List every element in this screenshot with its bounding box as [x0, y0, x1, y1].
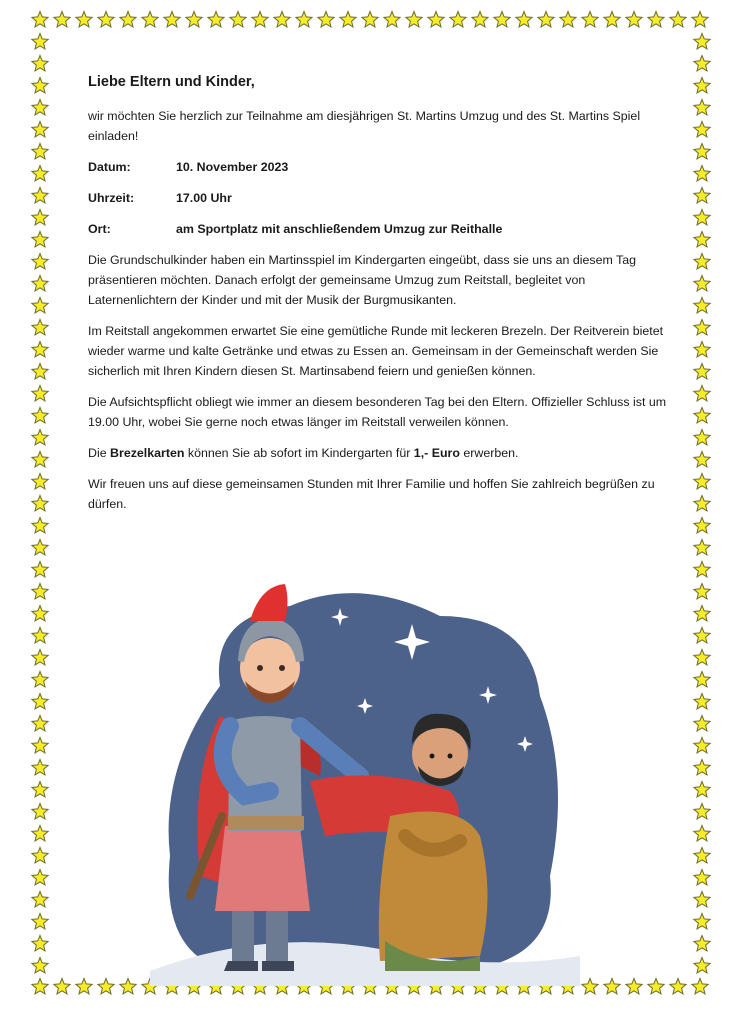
star-icon: [694, 562, 710, 577]
star-icon: [516, 12, 532, 27]
st-martin-illustration: [150, 576, 580, 986]
star-icon: [694, 892, 710, 907]
star-icon: [694, 782, 710, 797]
star-icon: [694, 166, 710, 181]
star-icon: [32, 958, 48, 973]
star-icon: [54, 979, 70, 994]
star-icon: [32, 342, 48, 357]
star-icon: [32, 144, 48, 159]
brezelkarten-bold: Brezelkarten: [110, 446, 185, 460]
star-icon: [76, 979, 92, 994]
star-icon: [32, 628, 48, 643]
star-icon: [560, 12, 576, 27]
star-icon: [252, 12, 268, 27]
paragraph-brezelkarten: [88, 443, 668, 463]
star-icon: [32, 56, 48, 71]
star-icon: [694, 848, 710, 863]
star-icon: [32, 936, 48, 951]
price-bold: 1,- Euro: [413, 446, 460, 460]
star-icon: [32, 166, 48, 181]
star-icon: [32, 870, 48, 885]
star-icon: [32, 210, 48, 225]
star-icon: [694, 386, 710, 401]
star-icon: [694, 804, 710, 819]
star-icon: [694, 100, 710, 115]
star-icon: [32, 562, 48, 577]
star-icon: [98, 979, 114, 994]
star-icon: [694, 254, 710, 269]
star-icon: [54, 12, 70, 27]
detail-value: 10. November 2023: [176, 160, 289, 174]
paragraph-supervision: Die Aufsichtspflicht obliegt wie immer an diesem besonderen Tag bei den Eltern. Offizieller Schluss ist um 19.00 Uhr, wobei Sie gerne noch etwas länger im Reitstall verweilen können.: [88, 395, 667, 429]
star-icon: [694, 56, 710, 71]
star-icon: [604, 979, 620, 994]
star-icon: [32, 892, 48, 907]
star-icon: [472, 12, 488, 27]
star-icon: [32, 672, 48, 687]
star-icon: [32, 320, 48, 335]
star-icon: [32, 716, 48, 731]
detail-location: [88, 219, 668, 239]
star-icon: [626, 12, 642, 27]
star-icon: [32, 540, 48, 555]
star-icon: [694, 430, 710, 445]
star-icon: [694, 34, 710, 49]
star-icon: [32, 760, 48, 775]
star-icon: [694, 738, 710, 753]
star-icon: [694, 408, 710, 423]
paragraph-closing: Wir freuen uns auf diese gemeinsamen Stunden mit Ihrer Familie und hoffen Sie zahlreich begrüßen zu dürfen.: [88, 477, 655, 511]
star-icon: [694, 122, 710, 137]
star-icon: [32, 650, 48, 665]
star-icon: [32, 78, 48, 93]
star-icon: [208, 12, 224, 27]
star-icon: [582, 979, 598, 994]
detail-date: [88, 157, 668, 177]
star-icon: [694, 826, 710, 841]
star-icon: [538, 12, 554, 27]
star-icon: [32, 100, 48, 115]
paragraph-program: Die Grundschulkinder haben ein Martinsspiel im Kindergarten eingeübt, dass sie uns an diesem Tag präsentieren möchten. Danach erfolgt der gemeinsame Umzug zum Reitstall, begleitet von Laternenlichtern der Kinder und mit der Musik der Burgmusikanten.: [88, 253, 637, 307]
star-icon: [670, 12, 686, 27]
star-icon: [694, 914, 710, 929]
star-icon: [98, 12, 114, 27]
star-icon: [32, 188, 48, 203]
star-icon: [32, 606, 48, 621]
star-icon: [32, 474, 48, 489]
star-icon: [32, 518, 48, 533]
star-icon: [694, 232, 710, 247]
star-icon: [32, 232, 48, 247]
star-icon: [120, 12, 136, 27]
star-icon: [694, 936, 710, 951]
star-icon: [186, 12, 202, 27]
star-icon: [450, 12, 466, 27]
star-icon: [694, 606, 710, 621]
brezel-text-pre: Die: [88, 446, 111, 460]
star-icon: [32, 694, 48, 709]
star-icon: [694, 452, 710, 467]
star-icon: [626, 979, 642, 994]
star-icon: [32, 452, 48, 467]
star-icon: [296, 12, 312, 27]
star-icon: [32, 254, 48, 269]
star-icon: [32, 386, 48, 401]
star-icon: [32, 122, 48, 137]
star-icon: [694, 342, 710, 357]
brezel-text-mid: können Sie ab sofort im Kindergarten für: [184, 446, 414, 460]
detail-label: Datum:: [88, 160, 131, 174]
star-icon: [32, 782, 48, 797]
star-icon: [76, 12, 92, 27]
greeting: Liebe Eltern und Kinder,: [88, 74, 255, 90]
star-icon: [32, 408, 48, 423]
star-icon: [340, 12, 356, 27]
star-icon: [694, 78, 710, 93]
star-icon: [32, 738, 48, 753]
star-icon: [32, 298, 48, 313]
star-icon: [694, 298, 710, 313]
star-icon: [694, 496, 710, 511]
star-icon: [670, 979, 686, 994]
star-icon: [120, 979, 136, 994]
star-icon: [604, 12, 620, 27]
star-icon: [694, 760, 710, 775]
detail-time: [88, 188, 668, 208]
detail-label: Uhrzeit:: [88, 191, 135, 205]
star-icon: [32, 826, 48, 841]
star-icon: [406, 12, 422, 27]
paragraph-reitstall: Im Reitstall angekommen erwartet Sie eine gemütliche Runde mit leckeren Brezeln. Der Reitverein bietet wieder warme und kalte Getränke und etwas zu Essen an. Gemeinsam in der Gemeinschaft werden Sie sicherlich mit Ihren Kindern diesen St. Martinsabend feiern und genießen können.: [88, 324, 664, 378]
star-icon: [694, 188, 710, 203]
detail-label: Ort:: [88, 222, 111, 236]
star-icon: [32, 430, 48, 445]
star-icon: [694, 958, 710, 973]
star-icon: [32, 979, 48, 994]
star-icon: [694, 540, 710, 555]
brezel-text-post: erwerben.: [459, 446, 519, 460]
star-icon: [274, 12, 290, 27]
star-icon: [142, 12, 158, 27]
star-icon: [32, 914, 48, 929]
star-icon: [694, 650, 710, 665]
star-icon: [692, 12, 708, 27]
detail-value: am Sportplatz mit anschließendem Umzug zur Reithalle: [176, 222, 503, 236]
star-icon: [694, 628, 710, 643]
star-icon: [32, 804, 48, 819]
star-icon: [362, 12, 378, 27]
star-icon: [694, 672, 710, 687]
star-icon: [318, 12, 334, 27]
detail-value: 17.00 Uhr: [176, 191, 232, 205]
star-icon: [32, 496, 48, 511]
star-icon: [32, 364, 48, 379]
star-icon: [32, 276, 48, 291]
star-icon: [648, 979, 664, 994]
star-icon: [694, 870, 710, 885]
star-icon: [648, 12, 664, 27]
star-icon: [582, 12, 598, 27]
intro-paragraph: wir möchten Sie herzlich zur Teilnahme am diesjährigen St. Martins Umzug und des St. Martins Spiel einladen!: [88, 109, 641, 143]
star-icon: [32, 848, 48, 863]
star-icon: [694, 694, 710, 709]
star-icon: [694, 584, 710, 599]
star-icon: [694, 276, 710, 291]
star-icon: [694, 518, 710, 533]
star-icon: [164, 12, 180, 27]
star-icon: [694, 364, 710, 379]
star-icon: [230, 12, 246, 27]
star-icon: [694, 716, 710, 731]
star-icon: [694, 210, 710, 225]
star-icon: [428, 12, 444, 27]
star-icon: [694, 144, 710, 159]
letter-body: [88, 72, 668, 525]
star-icon: [32, 584, 48, 599]
star-icon: [384, 12, 400, 27]
star-icon: [694, 320, 710, 335]
star-icon: [32, 34, 48, 49]
star-icon: [494, 12, 510, 27]
star-icon: [694, 474, 710, 489]
star-icon: [32, 12, 48, 27]
star-icon: [692, 979, 708, 994]
